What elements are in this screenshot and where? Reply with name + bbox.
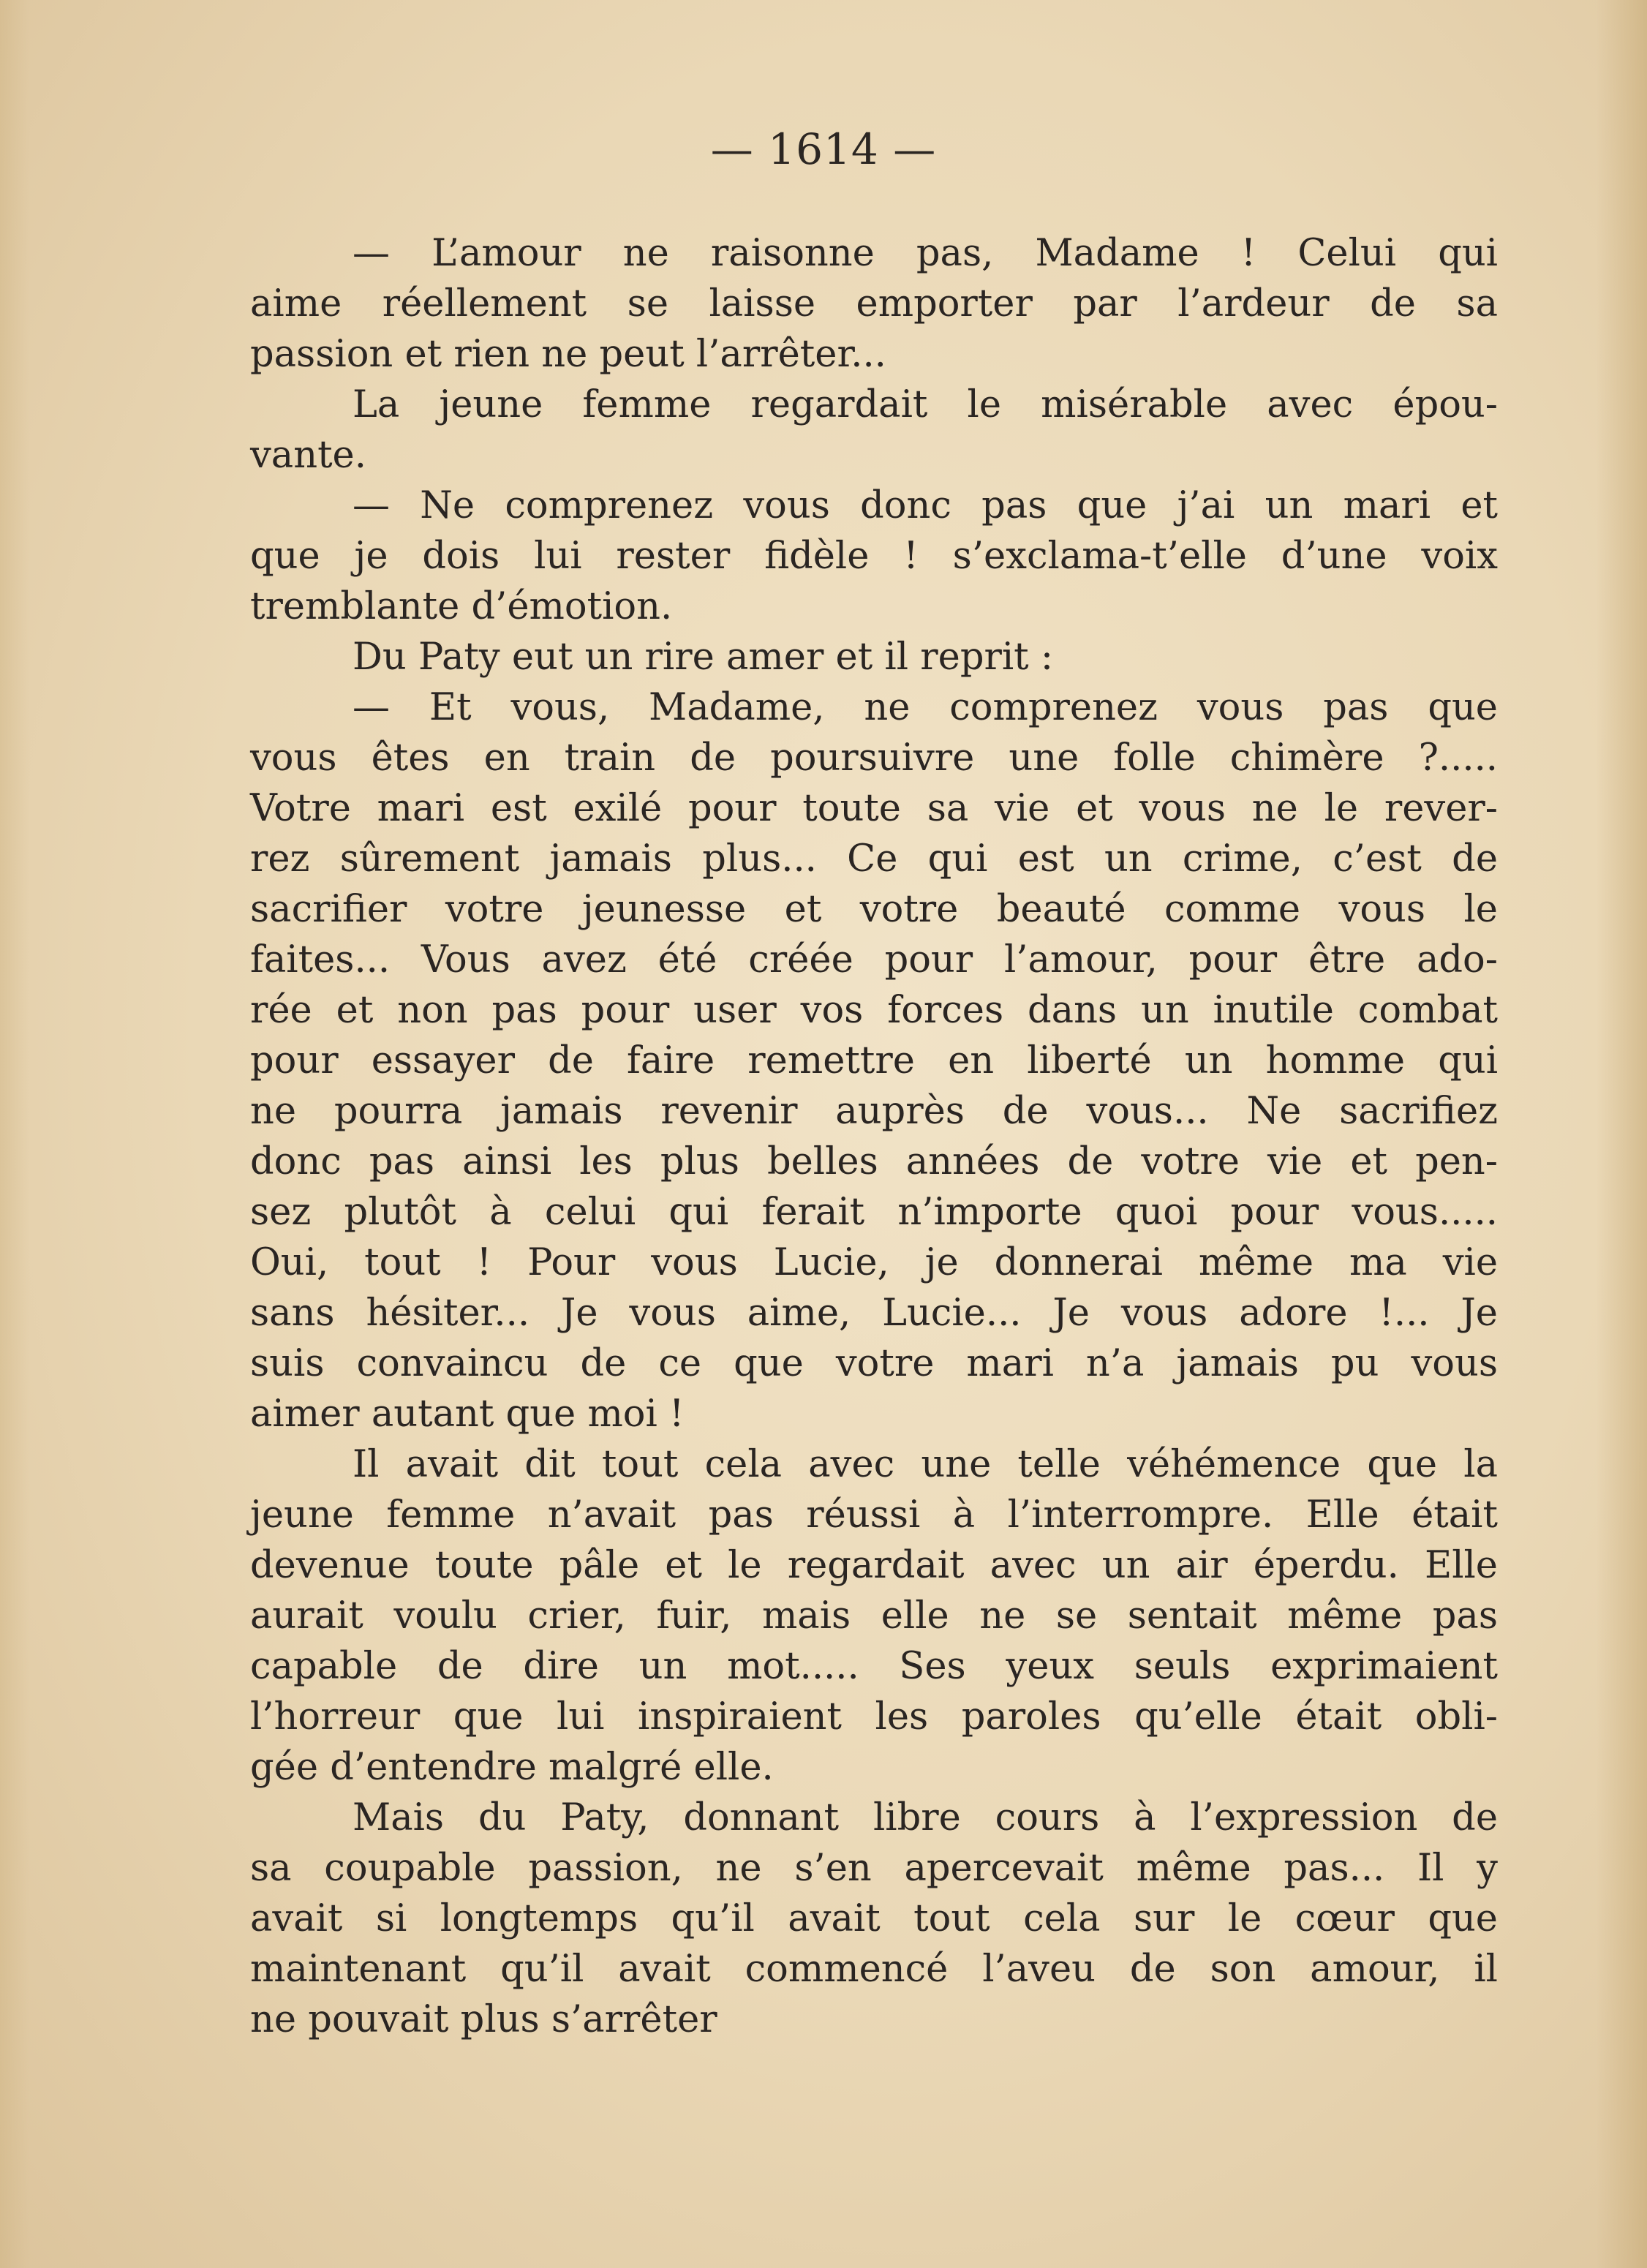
text-line: — Et vous, Madame, ne comprenez vous pas que [353,686,1498,729]
text-line: maintenant qu’il avait commencé l’aveu de son amour, il [250,1948,1498,1991]
text-line: Du Paty eut un rire amer et il reprit : [353,636,1054,679]
text-line: suis convaincu de ce que votre mari n’a jamais pu vous [250,1342,1498,1385]
text-line: jeune femme n’avait pas réussi à l’interrompre. Elle était [250,1493,1498,1537]
text-line: ne pourra jamais revenir auprès de vous... Ne sacrifiez [250,1090,1498,1133]
body-text [250,228,1498,2045]
text-line: Mais du Paty, donnant libre cours à l’expression de [353,1796,1498,1839]
text-line: l’horreur que lui inspiraient les paroles qu’elle était obli- [250,1695,1498,1738]
text-line: — Ne comprenez vous donc pas que j’ai un mari et [353,484,1498,527]
text-line: aimer autant que moi ! [250,1393,685,1436]
text-line: Votre mari est exilé pour toute sa vie et vous ne le rever- [250,787,1498,830]
text-line: Il avait dit tout cela avec une telle véhémence que la [353,1443,1498,1486]
text-line: sacrifier votre jeunesse et votre beauté comme vous le [250,888,1498,931]
page-left-shadow [0,0,29,2268]
text-line: rez sûrement jamais plus... Ce qui est un crime, c’est de [250,837,1498,881]
text-line: tremblante d’émotion. [250,585,673,628]
text-line: vante. [250,434,366,477]
text-line: sez plutôt à celui qui ferait n’importe quoi pour vous..... [250,1191,1498,1234]
text-line: capable de dire un mot..... Ses yeux seuls exprimaient [250,1645,1498,1688]
text-line: sans hésiter... Je vous aime, Lucie... Je vous adore !... Je [250,1292,1498,1335]
text-line: rée et non pas pour user vos forces dans un inutile combat [250,989,1498,1032]
text-line: La jeune femme regardait le misérable avec épou- [353,383,1498,426]
text-line: devenue toute pâle et le regardait avec un air éperdu. Elle [250,1544,1498,1587]
text-line: gée d’entendre malgré elle. [250,1746,774,1789]
text-line: passion et rien ne peut l’arrêter... [250,333,886,376]
text-line: que je dois lui rester fidèle ! s’exclama-t’elle d’une voix [250,535,1498,578]
text-line: ne pouvait plus s’arrêter [250,1998,717,2041]
text-line: avait si longtemps qu’il avait tout cela sur le cœur que [250,1897,1498,1940]
text-line: Oui, tout ! Pour vous Lucie, je donnerai même ma vie [250,1241,1498,1284]
text-line: sa coupable passion, ne s’en apercevait même pas... Il y [250,1847,1498,1890]
text-line: faites... Vous avez été créée pour l’amour, pour être ado- [250,938,1498,982]
page-right-shadow [1596,0,1647,2268]
page-number: — 1614 — [710,124,937,174]
text-line: donc pas ainsi les plus belles années de votre vie et pen- [250,1140,1498,1183]
text-line: aurait voulu crier, fuir, mais elle ne se sentait même pas [250,1594,1498,1638]
text-line: pour essayer de faire remettre en liberté un homme qui [250,1039,1498,1082]
text-line: aime réellement se laisse emporter par l’ardeur de sa [250,282,1498,325]
text-line: vous êtes en train de poursuivre une folle chimère ?..... [250,736,1498,780]
text-line: — L’amour ne raisonne pas, Madame ! Celui qui [353,232,1498,275]
